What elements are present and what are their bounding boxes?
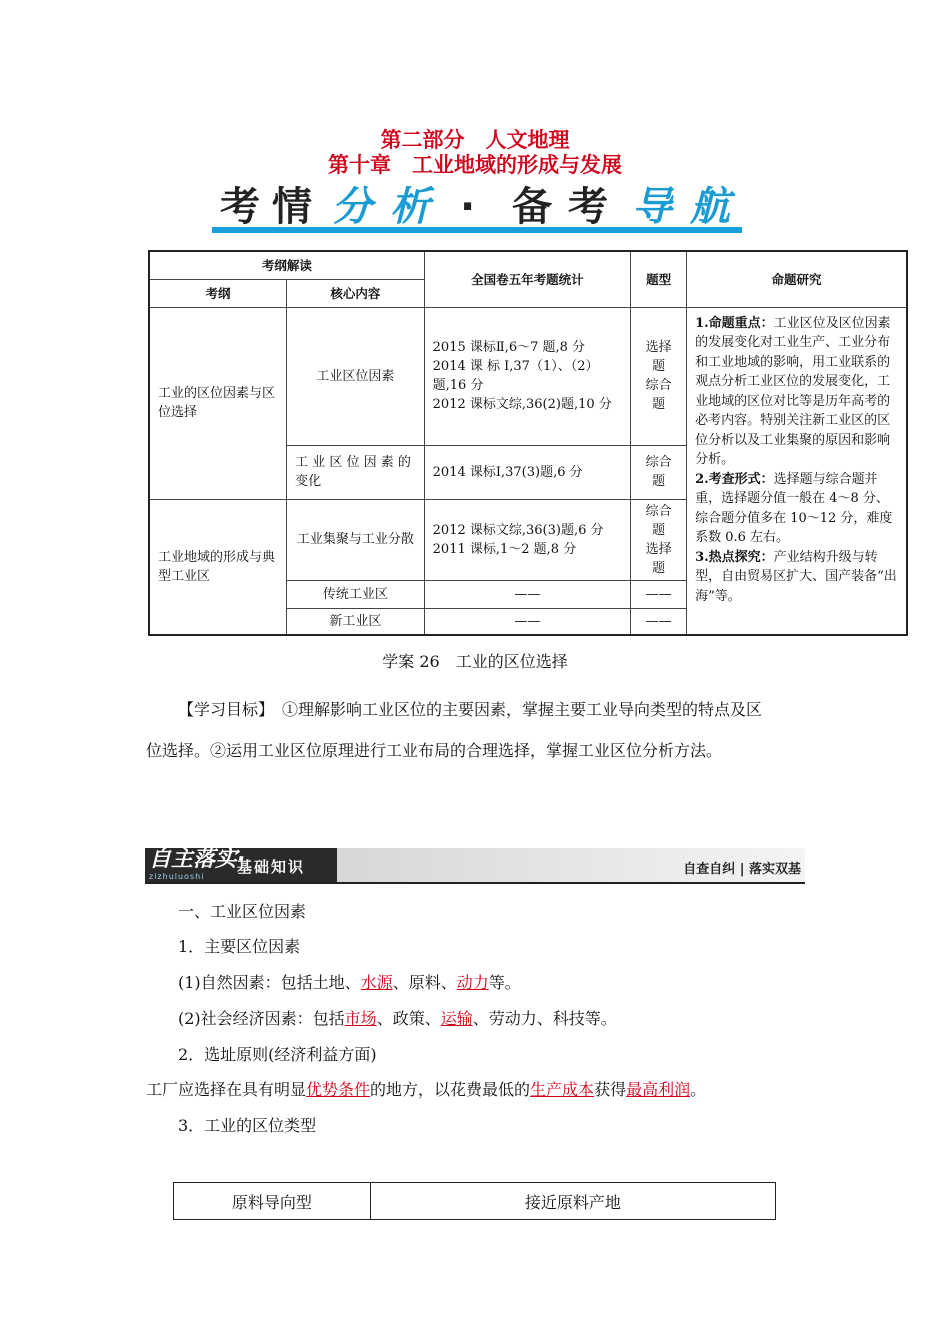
text: 的地方，以花费最低的 <box>370 1080 531 1099</box>
r3-stats-line: 2011 课标,1～2 题,8 分 <box>432 541 577 557</box>
paragraph-social-factors <box>178 1006 617 1032</box>
text: 、政策、 <box>376 1009 441 1028</box>
learning-goal-text: ①理解影响工业区位的主要因素，掌握主要工业导向类型的特点及区 <box>282 700 763 719</box>
header-stats: 全国卷五年考题统计 <box>424 251 630 307</box>
banner-char: 分 <box>332 184 372 230</box>
exam-analysis-banner <box>212 182 742 238</box>
text: 等。 <box>488 973 521 992</box>
answer-advantage: 优势条件 <box>306 1080 371 1099</box>
r2-core: 工 业 区 位 因 素 的变化 <box>287 445 425 499</box>
r1-stats-line: 2015 课标Ⅱ,6～7 题,8 分 <box>432 340 586 355</box>
banner-pinyin: zizhuluoshi <box>149 872 205 881</box>
learning-goal-line-2: 位选择。②运用工业区位原理进行工业布局的合理选择，掌握工业区位分析方法。 <box>146 741 723 760</box>
r5-core: 新工业区 <box>287 608 425 635</box>
banner-char: 备 <box>512 184 552 230</box>
header-research: 命题研究 <box>687 251 907 307</box>
text: 、劳动力、科技等。 <box>472 1009 617 1028</box>
r1-outline: 工业的区位因素与区位选择 <box>149 307 287 499</box>
banner-char: 情 <box>272 184 312 230</box>
r4-stats: —— <box>424 580 630 608</box>
text: 工厂应选择在具有明显 <box>146 1080 307 1099</box>
banner-dark-block <box>145 848 337 884</box>
r3-stats <box>424 499 630 580</box>
type-description: 接近原料产地 <box>370 1183 775 1220</box>
banner-title: 自主落实· <box>149 847 246 872</box>
banner-char: 导 <box>632 184 672 230</box>
r3-type-line: 综合题 <box>645 503 672 538</box>
r5-stats: —— <box>424 608 630 635</box>
research-text: 产业结构升级与转型，自由贸易区扩大、国产装备“出海”等。 <box>695 549 897 604</box>
research-cell <box>687 307 907 635</box>
header-outline: 考纲 <box>149 279 287 307</box>
heading-main-factors: 1．主要区位因素 <box>178 937 301 956</box>
exam-analysis-table <box>148 250 908 636</box>
banner-char: 航 <box>690 184 730 230</box>
research-label: 2.考查形式： <box>695 471 774 487</box>
research-text: 选择题与综合题并重，选择题分值一般在 4～8 分、综合题分值多在 10～12 分，难度系数 0.6 左右。 <box>695 471 893 545</box>
part-title: 第二部分 人文地理 <box>380 128 570 152</box>
r2-stats: 2014 课标Ⅰ,37(3)题,6 分 <box>424 445 630 499</box>
r3-stats-line: 2012 课标文综,36(3)题,6 分 <box>432 522 604 538</box>
learning-goal-line-1 <box>178 697 762 723</box>
self-study-banner <box>145 848 805 884</box>
banner-bottom-line <box>145 882 805 884</box>
r1-type-line: 选择题 <box>645 340 672 374</box>
banner-char: 考 <box>568 184 608 230</box>
research-text: 工业区位及区位因素的发展变化对工业生产、工业分布和工业地域的影响，用工业联系的观点分析工业区位的发展变化，工业地域的区位对比等是历年高考的必考内容。特别关注新工业区的区位分析以及工业集聚的原因和影响分析。 <box>695 315 891 467</box>
r1-core: 工业区位因素 <box>287 307 425 445</box>
research-label: 3.热点探究： <box>695 549 774 565</box>
research-label: 1.命题重点： <box>695 315 774 331</box>
lesson-title: 学案 26 工业的区位选择 <box>382 652 568 671</box>
r2-type: 综合题 <box>631 445 687 499</box>
learning-goal-label: 【学习目标】 <box>178 700 267 719</box>
r1-type <box>631 307 687 445</box>
r4-type: —— <box>631 580 687 608</box>
answer-transport: 运输 <box>440 1009 473 1028</box>
banner-gradient <box>337 848 805 884</box>
r3-outline: 工业地域的形成与典型工业区 <box>149 499 287 635</box>
chapter-title: 第十章 工业地域的形成与发展 <box>328 153 622 177</box>
banner-right-text: 自查自纠 | 落实双基 <box>683 862 801 877</box>
answer-market: 市场 <box>344 1009 377 1028</box>
r1-stats-line: 2014 课 标 Ⅰ,37（1）、（2）题,16 分 <box>432 359 599 393</box>
answer-cost: 生产成本 <box>530 1080 595 1099</box>
banner-char: 考 <box>220 184 260 230</box>
text: 。 <box>690 1080 707 1099</box>
banner-char: · <box>460 184 476 230</box>
header-type: 题型 <box>631 251 687 307</box>
header-core: 核心内容 <box>287 279 425 307</box>
header-outline-reading: 考纲解读 <box>149 251 424 279</box>
paragraph-site-principle <box>146 1077 706 1103</box>
r4-core: 传统工业区 <box>287 580 425 608</box>
answer-water: 水源 <box>360 973 393 992</box>
r3-type-line: 选择题 <box>645 541 672 576</box>
type-name: 原料导向型 <box>174 1183 371 1220</box>
answer-profit: 最高利润 <box>626 1080 691 1099</box>
text: 、原料、 <box>392 973 457 992</box>
location-type-table <box>173 1182 776 1220</box>
text: 获得 <box>594 1080 627 1099</box>
r1-type-line: 综合题 <box>645 378 672 412</box>
answer-power: 动力 <box>456 973 489 992</box>
paragraph-natural-factors <box>178 970 521 996</box>
heading-site-principle: 2．选址原则(经济利益方面) <box>178 1045 377 1064</box>
table-row <box>174 1183 776 1220</box>
heading-location-types: 3．工业的区位类型 <box>178 1116 317 1135</box>
text: (2)社会经济因素：包括 <box>178 1009 345 1028</box>
banner-subtitle: 基础知识 <box>237 858 306 876</box>
r1-stats <box>424 307 630 445</box>
r5-type: —— <box>631 608 687 635</box>
r3-type <box>631 499 687 580</box>
text: (1)自然因素：包括土地、 <box>178 973 361 992</box>
heading-industrial-location-factors: 一、工业区位因素 <box>178 902 307 921</box>
r1-stats-line: 2012 课标文综,36(2)题,10 分 <box>432 397 612 412</box>
r3-core: 工业集聚与工业分散 <box>287 499 425 580</box>
banner-char: 析 <box>390 184 430 230</box>
